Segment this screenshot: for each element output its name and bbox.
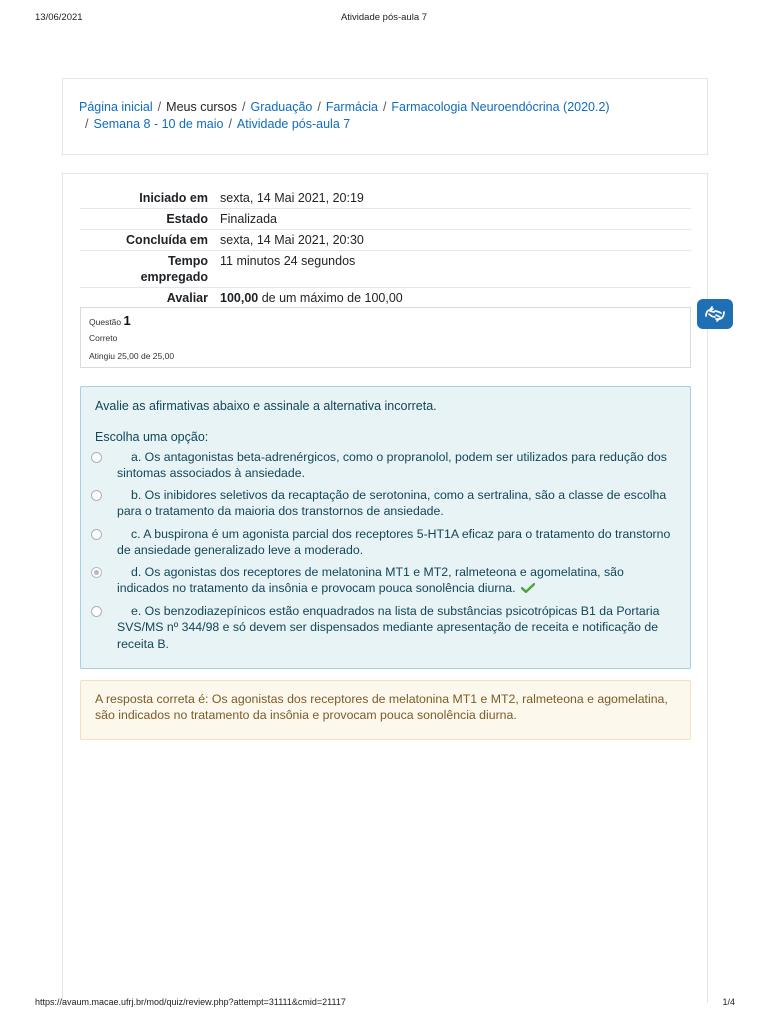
summary-row-state <box>80 209 691 230</box>
time-label <box>80 251 208 288</box>
answer-option-b[interactable] <box>91 487 671 520</box>
completed-value: sexta, 14 Mai 2021, 20:30 <box>220 233 364 247</box>
print-title: Atividade pós-aula 7 <box>340 12 428 23</box>
question-number-value: 1 <box>123 313 131 328</box>
answer-prompt: Escolha uma opção: <box>95 430 209 444</box>
sign-language-hands-icon <box>703 304 727 324</box>
summary-row-completed <box>80 230 691 251</box>
breadcrumb-farmacia-link[interactable]: Farmácia <box>325 100 378 114</box>
check-icon <box>521 583 535 593</box>
time-label-line2: empregado <box>140 270 208 284</box>
started-value: sexta, 14 Mai 2021, 20:19 <box>220 191 364 205</box>
correct-answer-feedback <box>80 680 691 740</box>
breadcrumb-card <box>62 78 708 155</box>
answer-option-a[interactable] <box>91 449 671 482</box>
breadcrumb-separator: / <box>317 100 321 114</box>
breadcrumb-activity-link[interactable]: Atividade pós-aula 7 <box>236 117 351 131</box>
breadcrumb-separator: / <box>242 100 246 114</box>
completed-label: Concluída em <box>126 233 208 247</box>
grade-value-rest: de um máximo de 100,00 <box>258 291 403 305</box>
question-info-box <box>80 307 691 368</box>
radio-button-d-selected[interactable] <box>91 567 102 578</box>
breadcrumb-graduacao-link[interactable]: Graduação <box>250 100 313 114</box>
radio-button-a[interactable] <box>91 452 102 463</box>
answer-option-c-text: c. A buspirona é um agonista parcial dos receptores 5-HT1A eficaz para o tratamento do transtorno de ansiedade generalizado leve a moderado. <box>117 527 671 558</box>
print-date: 13/06/2021 <box>35 12 83 23</box>
time-label-line1: Tempo <box>167 254 208 268</box>
answer-option-e[interactable] <box>91 603 671 652</box>
quiz-review-card <box>62 173 708 1003</box>
breadcrumb-week-link[interactable]: Semana 8 - 10 de maio <box>93 117 224 131</box>
answer-option-e-text: e. Os benzodiazepínicos estão enquadrados na lista de substâncias psicotrópicas B1 da Portaria SVS/MS nº 344/98 e só devem ser dispensados mediante apresentação de receita e notificação de receita B. <box>117 604 660 651</box>
started-label: Iniciado em <box>139 191 208 205</box>
breadcrumb-separator: / <box>85 117 89 131</box>
answer-option-d-text: d. Os agonistas dos receptores de melatonina MT1 e MT2, ralmeteona e agomelatina, são indicados no tratamento da insônia e provocam pouca sonolência diurna. <box>117 565 624 596</box>
question-label: Questão <box>89 317 122 327</box>
summary-row-grade <box>80 288 691 309</box>
grade-value <box>208 288 691 309</box>
breadcrumb-home-link[interactable]: Página inicial <box>79 100 153 114</box>
grade-label: Avaliar <box>166 291 208 305</box>
breadcrumb-course-link[interactable]: Farmacologia Neuroendócrina (2020.2) <box>391 100 610 114</box>
print-footer <box>0 997 768 1011</box>
breadcrumb-separator: / <box>382 100 387 114</box>
breadcrumb-my-courses: Meus cursos <box>166 100 238 114</box>
answer-option-b-text: b. Os inibidores seletivos da recaptação de serotonina, como a sertralina, são a classe de escolha para o tratamento da maioria dos transtornos de ansiedade. <box>117 488 667 519</box>
accessibility-widget-button[interactable] <box>697 299 733 329</box>
correct-answer-text: A resposta correta é: Os agonistas dos receptores de melatonina MT1 e MT2, ralmeteona e agomelatina, são indicados no tratamento da insônia e provocam pouca sonolência diurna. <box>95 692 668 723</box>
question-mark: Atingiu 25,00 de 25,00 <box>89 351 175 361</box>
grade-value-bold: 100,00 <box>220 291 259 305</box>
state-label: Estado <box>166 212 208 226</box>
breadcrumb <box>79 99 689 133</box>
question-content-box <box>80 386 691 669</box>
radio-button-b[interactable] <box>91 490 102 501</box>
answer-option-c[interactable] <box>91 526 671 559</box>
summary-row-time <box>80 251 691 288</box>
print-header <box>0 12 768 26</box>
breadcrumb-separator: / <box>228 117 232 131</box>
breadcrumb-separator: / <box>157 100 162 114</box>
question-state: Correto <box>89 333 118 343</box>
answer-option-d[interactable] <box>91 564 671 597</box>
summary-row-started <box>80 188 691 209</box>
radio-button-c[interactable] <box>91 529 102 540</box>
radio-button-e[interactable] <box>91 606 102 617</box>
attempt-summary-table <box>80 188 691 308</box>
question-number <box>89 313 131 328</box>
print-url: https://avaum.macae.ufrj.br/mod/quiz/review.php?attempt=31111&cmid=21117 <box>35 997 346 1007</box>
state-value: Finalizada <box>220 212 277 226</box>
answer-option-a-text: a. Os antagonistas beta-adrenérgicos, como o propranolol, podem ser utilizados para redução dos sintomas associados à ansiedade. <box>117 450 667 481</box>
time-value: 11 minutos 24 segundos <box>220 254 356 268</box>
print-page-number: 1/4 <box>722 997 735 1007</box>
question-stem: Avalie as afirmativas abaixo e assinale a alternativa incorreta. <box>95 399 437 413</box>
